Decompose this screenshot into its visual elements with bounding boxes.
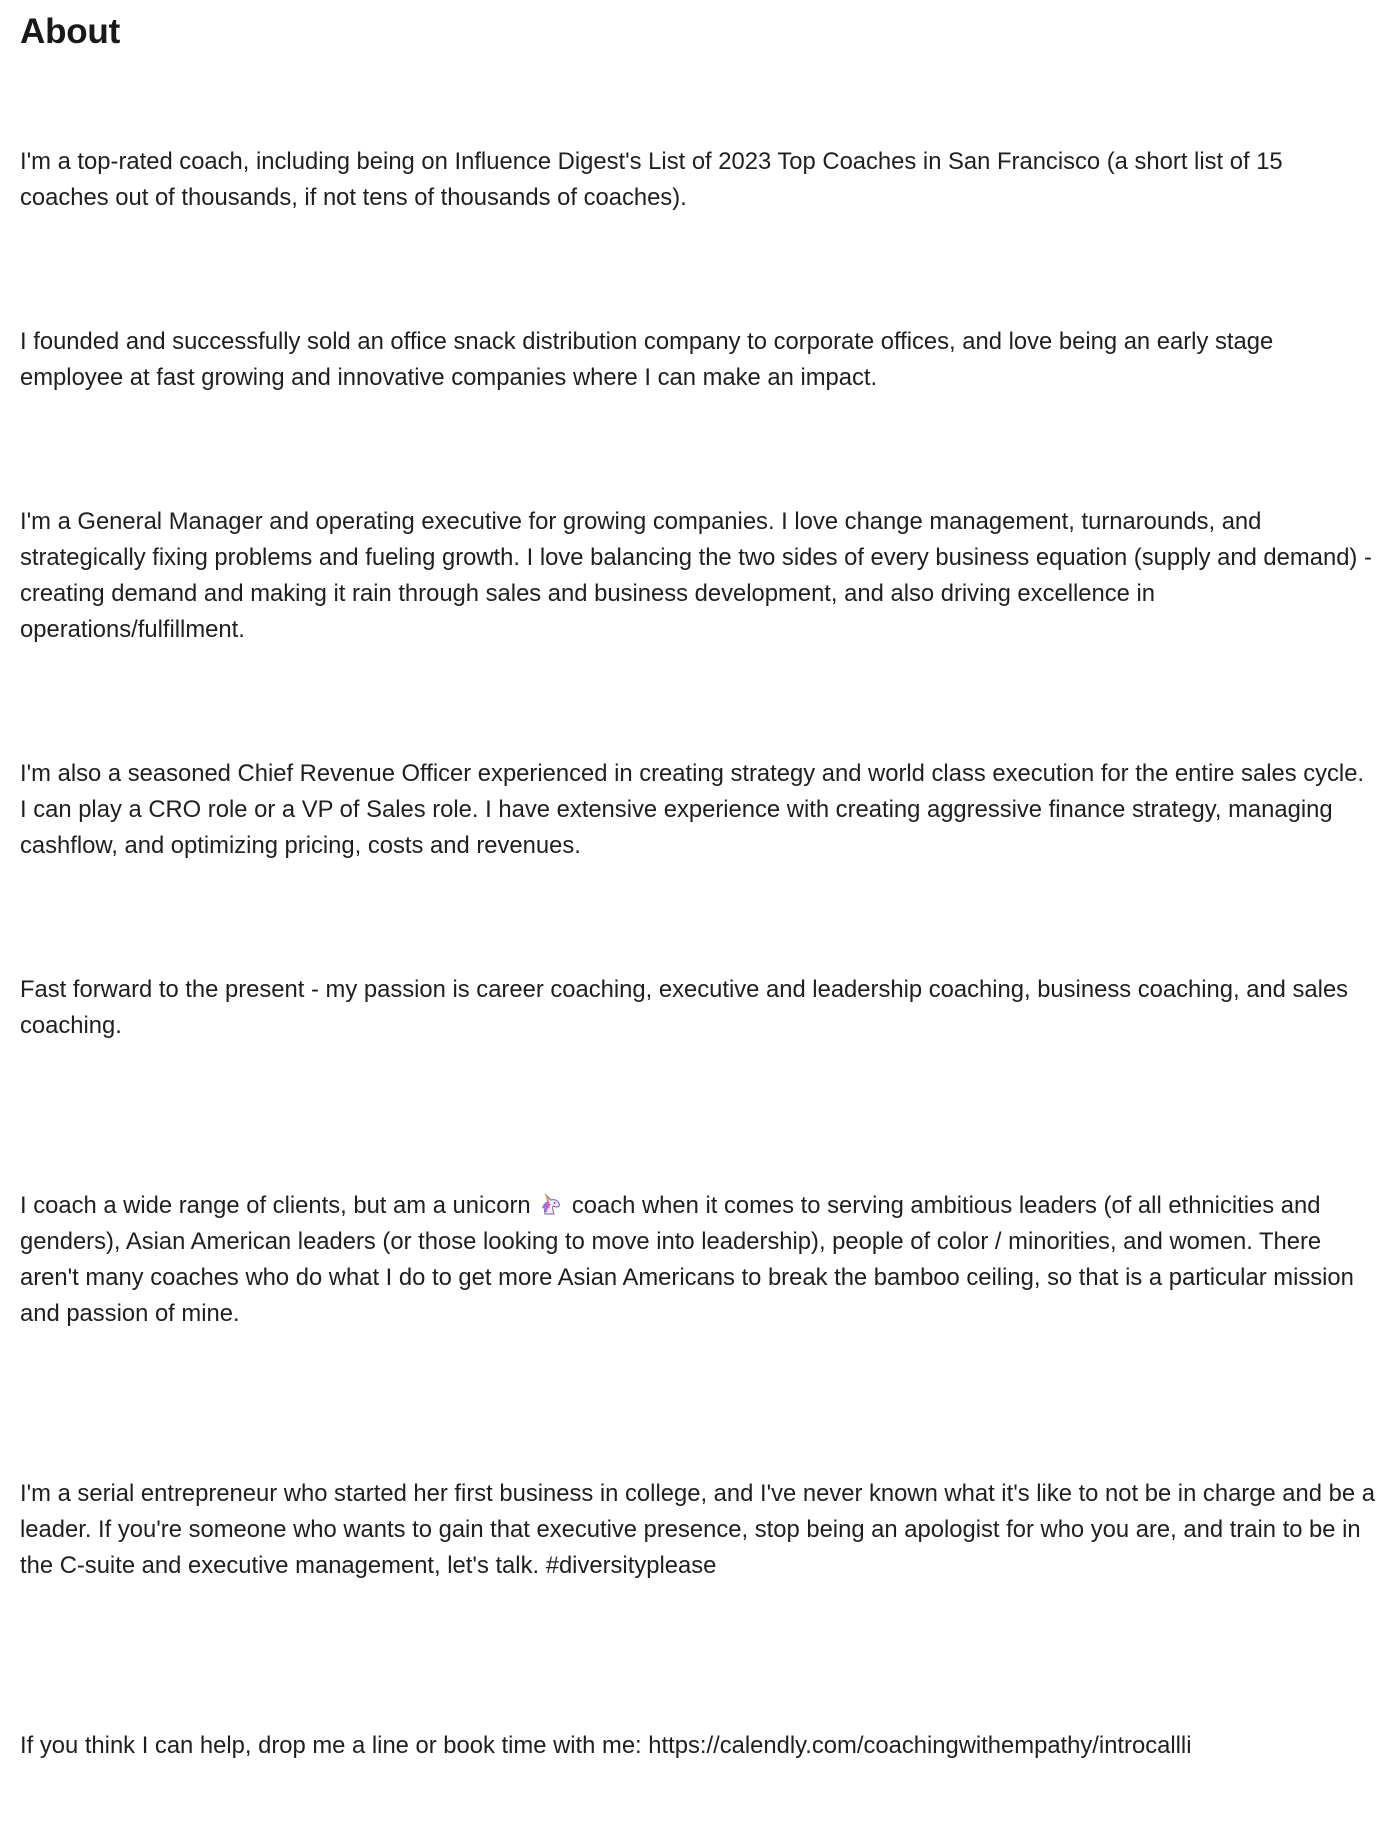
about-paragraph-founder: I founded and successfully sold an office snack distribution company to corporate offices, and love being an early stage employee at fast growing and innovative companies where I can make an impact. bbox=[20, 328, 1280, 391]
about-paragraph-closing bbox=[20, 1728, 1376, 1764]
about-paragraph-coach: I'm a top-rated coach, including being on Influence Digest's List of 2023 Top Coaches in San Francisco (a short list of 15 coaches out of thousands, if not tens of thousands of coaches). bbox=[20, 148, 1290, 211]
unicorn-paragraph-after: coach when it comes to serving ambitious leaders (of all ethnicities and genders), Asian American leaders (or those looking to move into leadership), people of color / minorities, and women. There aren't many coaches who do what I do to get more Asian Americans to break the bamboo ceiling, so that is a particular mission and passion of mine. bbox=[20, 1192, 1361, 1327]
about-heading: About bbox=[20, 12, 121, 51]
about-text bbox=[20, 72, 1382, 1836]
about-paragraph-present: Fast forward to the present - my passion is career coaching, executive and leadership coaching, business coaching, and sales coaching. bbox=[20, 976, 1355, 1039]
unicorn-paragraph-before: I coach a wide range of clients, but am a unicorn bbox=[20, 1192, 538, 1219]
about-paragraph-general-manager: I'm a General Manager and operating executive for growing companies. I love change management, turnarounds, and strategically fixing problems and fueling growth. I love balancing the two sides of every business equation (supply and demand) - creating demand and making it rain through sales and business development, and also driving excellence in operations/fulfillment. bbox=[20, 508, 1379, 643]
about-paragraph-unicorn bbox=[20, 1188, 1376, 1332]
unicorn-icon bbox=[539, 1190, 563, 1212]
calendly-link[interactable]: https://calendly.com/coachingwithempathy/introcallli bbox=[648, 1732, 1192, 1759]
closing-prefix: If you think I can help, drop me a line or book time with me: bbox=[20, 1732, 649, 1759]
about-paragraph-cro: I'm also a seasoned Chief Revenue Officer experienced in creating strategy and world class execution for the entire sales cycle. I can play a CRO role or a VP of Sales role. I have extensive experience with creating aggressive finance strategy, managing cashflow, and optimizing pricing, costs and revenues. bbox=[20, 760, 1371, 859]
about-paragraph-entrepreneur: I'm a serial entrepreneur who started her first business in college, and I've never known what it's like to not be in charge and be a leader. If you're someone who wants to gain that executive presence, stop being an apologist for who you are, and train to be in the C-suite and executive management, let's talk. #diversityplease bbox=[20, 1480, 1382, 1579]
